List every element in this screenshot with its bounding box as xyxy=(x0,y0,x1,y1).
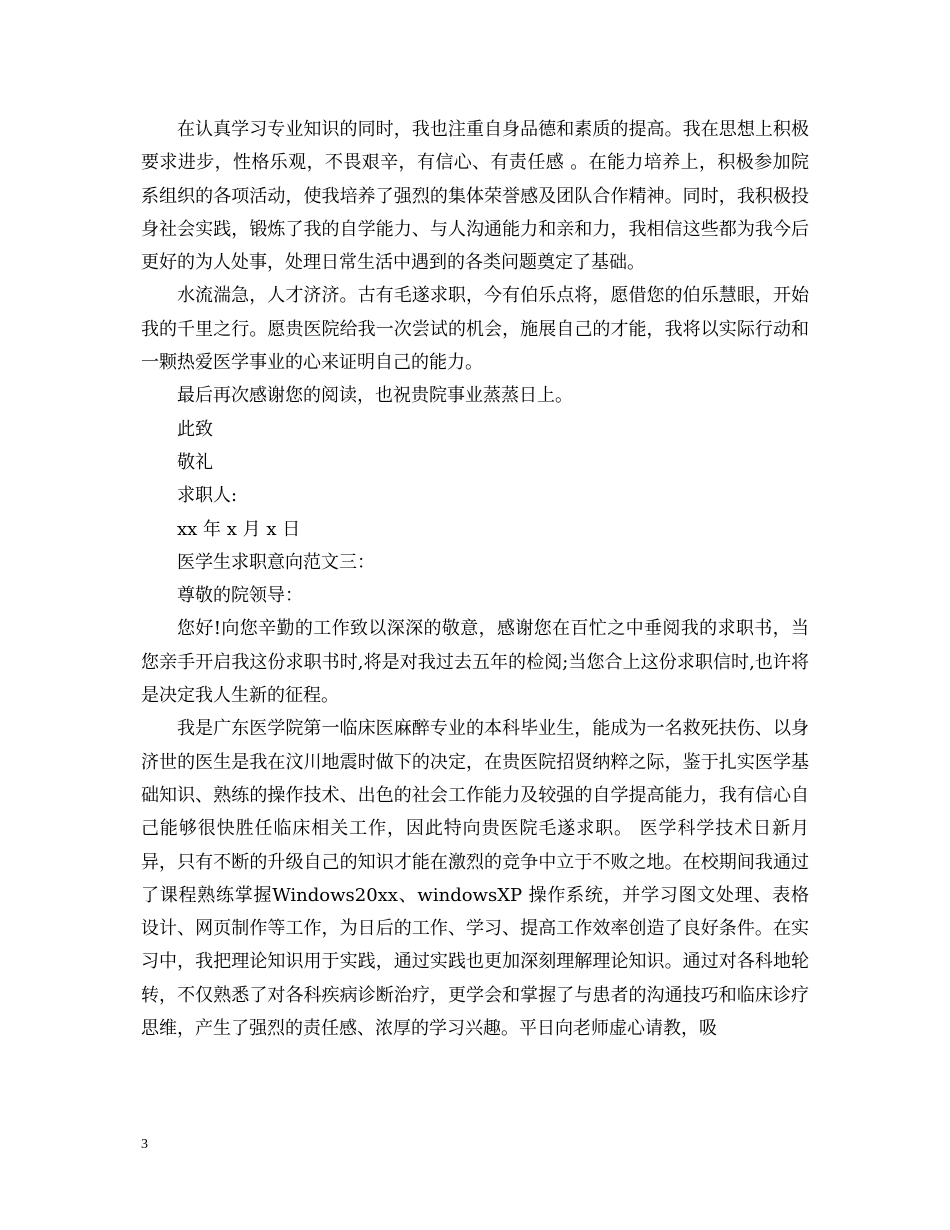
paragraph-opening: 您好!向您辛勤的工作致以深深的敬意，感谢您在百忙之中垂阅我的求职书，当您亲手开启我这份求职书时,将是对我过去五年的检阅;当您合上这份求职信时,也许将是决定我人生新的征程。 xyxy=(141,618,809,707)
paragraph-self-improvement: 在认真学习专业知识的同时，我也注重自身品德和素质的提高。我在思想上积极要求进步，性格乐观，不畏艰辛，有信心、有责任感 。在能力培养上，积极参加院系组织的各项活动，使我培养了强烈的集体荣誉感及团队合作精神。同时，我积极投身社会实践，锻炼了我的自学能力、与人沟通能力和亲和力，我相信这些都为我今后更好的为人处事，处理日常生活中遇到的各类问题奠定了基础。 xyxy=(141,119,809,274)
date-line: xx 年 x 月 x 日 xyxy=(177,518,301,540)
section-heading: 医学生求职意向范文三： xyxy=(177,551,375,573)
signature-label: 求职人: xyxy=(177,485,238,507)
closing-regards: 敬礼 xyxy=(177,451,213,473)
page-number: 3 xyxy=(141,1137,148,1152)
document-body xyxy=(141,113,809,1045)
paragraph-talent: 水流湍急，人才济济。古有毛遂求职，今有伯乐点将，愿借您的伯乐慧眼，开始我的千里之行。愿贵医院给我一次尝试的机会，施展自己的才能，我将以实际行动和一颗热爱医学事业的心来证明自己的能力。 xyxy=(141,285,809,374)
greeting: 尊敬的院领导： xyxy=(177,585,303,607)
paragraph-background: 我是广东医学院第一临床医麻醉专业的本科毕业生，能成为一名救死扶伤、以身济世的医生是我在汶川地震时做下的决定，在贵医院招贤纳粹之际，鉴于扎实医学基础知识、熟练的操作技术、出色的社会工作能力及较强的自学提高能力，我有信心自己能够很快胜任临床相关工作，因此特向贵医院毛遂求职。 医学科学技术日新月异，只有不断的升级自己的知识才能在激烈的竞争中立于不败之地。在校期间我通过了课程熟练掌握Windows20xx、windowsXP 操作系统，并学习图文处理、表格设计、网页制作等工作，为日后的工作、学习、提高工作效率创造了良好条件。在实习中，我把理论知识用于实践，通过实践也更加深刻理解理论知识。通过对各科地轮转，不仅熟悉了对各科疾病诊断治疗，更学会和掌握了与患者的沟通技巧和临床诊疗思维，产生了强烈的责任感、浓厚的学习兴趣。平日向老师虚心请教，吸 xyxy=(141,718,809,1040)
closing-salutation: 此致 xyxy=(177,418,213,440)
paragraph-thanks: 最后再次感谢您的阅读，也祝贵院事业蒸蒸日上。 xyxy=(177,385,573,407)
